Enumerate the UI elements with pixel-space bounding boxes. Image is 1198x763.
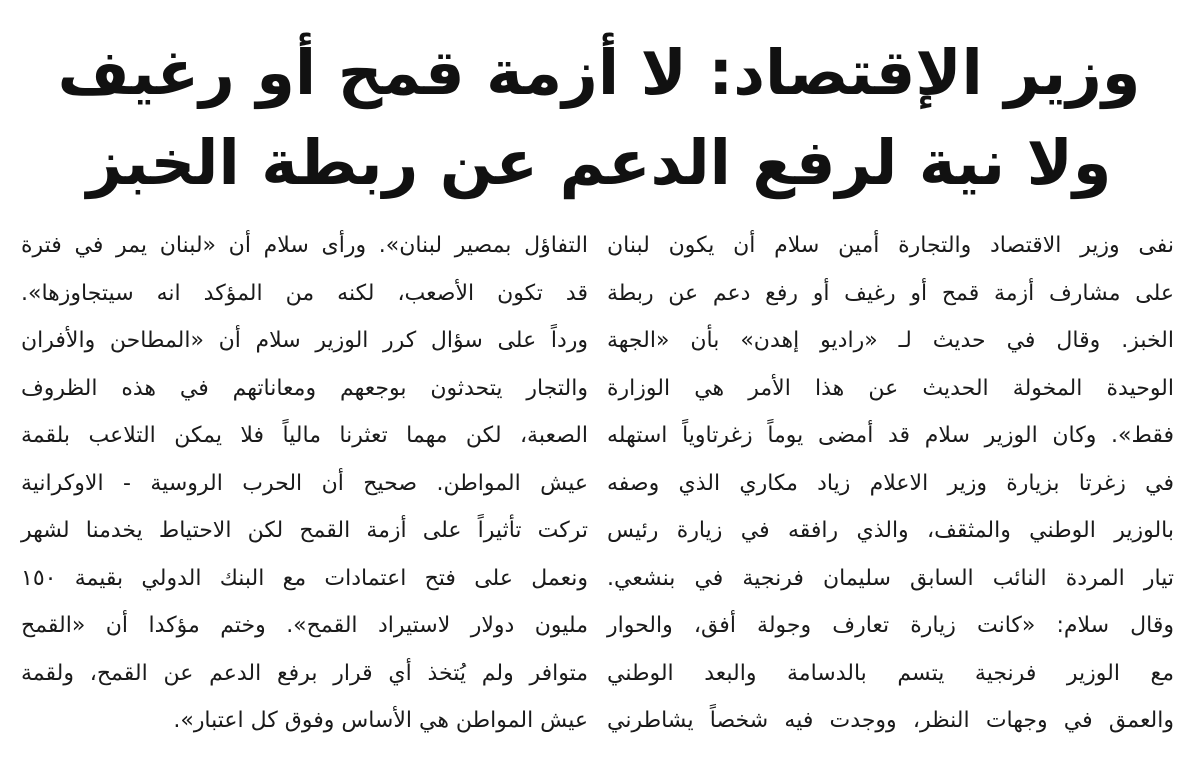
text-line: مع الوزير فرنجية يتسم بالدسامة والبعد الوطني: [607, 660, 1174, 686]
text-line: في زغرتا بزيارة وزير الاعلام زياد مكاري الذي وصفه: [607, 470, 1174, 496]
article-column-left: [21, 222, 588, 745]
text-line: التفاؤل بمصير لبنان». ورأى سلام أن «لبنان يمر في فترة: [21, 233, 588, 258]
text-line: والتجار يتحدثون بوجعهم ومعاناتهم في هذه الظروف: [21, 375, 588, 401]
text-line: فقط». وكان الوزير سلام قد أمضى يوماً زغرتاوياً استهله: [607, 423, 1174, 448]
text-line: ونعمل على فتح اعتمادات مع البنك الدولي بقيمة ١٥٠: [21, 565, 588, 591]
text-line: نفى وزير الاقتصاد والتجارة أمين سلام أن يكون لبنان: [607, 233, 1174, 258]
text-line: الخبز. وقال في حديث لـ «راديو إهدن» بأن «الجهة: [607, 328, 1174, 353]
text-line: والعمق في وجهات النظر، ووجدت فيه شخصاً يشاطرني: [607, 708, 1174, 733]
article-column-right: [607, 222, 1174, 745]
text-line: الوحيدة المخولة الحديث عن هذا الأمر هي الوزارة: [607, 375, 1174, 401]
text-line: عيش المواطن هي الأساس وفوق كل اعتبار».: [173, 708, 588, 733]
headline-line: وزير الإقتصاد: لا أزمة قمح أو رغيف: [57, 36, 1141, 109]
headline-line: ولا نية لرفع الدعم عن ربطة الخبز: [86, 126, 1112, 199]
text-line: الصعبة، لكن مهما تعثرنا مالياً فلا يمكن التلاعب بلقمة: [21, 423, 588, 448]
headline: [40, 28, 1158, 208]
text-line: بالوزير الوطني والمثقف، والذي رافقه في زيارة رئيس: [607, 518, 1174, 543]
text-line: قد تكون الأصعب، لكنه من المؤكد انه سيتجاوزها».: [21, 280, 588, 306]
text-line: متوافر ولم يُتخذ أي قرار برفع الدعم عن القمح، ولقمة: [21, 660, 588, 686]
text-line: على مشارف أزمة قمح أو رغيف أو رفع دعم عن ربطة: [607, 280, 1174, 306]
text-line: وقال سلام: «كانت زيارة تعارف وجولة أفق، والحوار: [607, 613, 1174, 638]
text-line: تركت تأثيراً على أزمة القمح لكن الاحتياط يخدمنا لشهر: [21, 518, 588, 543]
text-line: مليون دولار لاستيراد القمح». وختم مؤكدا أن «القمح: [21, 613, 588, 638]
text-line: تيار المردة النائب السابق سليمان فرنجية في بنشعي.: [607, 565, 1174, 591]
text-line: ورداً على سؤال كرر الوزير سلام أن «المطاحن والأفران: [21, 328, 588, 353]
text-line: عيش المواطن. صحيح أن الحرب الروسية - الاوكرانية: [21, 470, 588, 496]
